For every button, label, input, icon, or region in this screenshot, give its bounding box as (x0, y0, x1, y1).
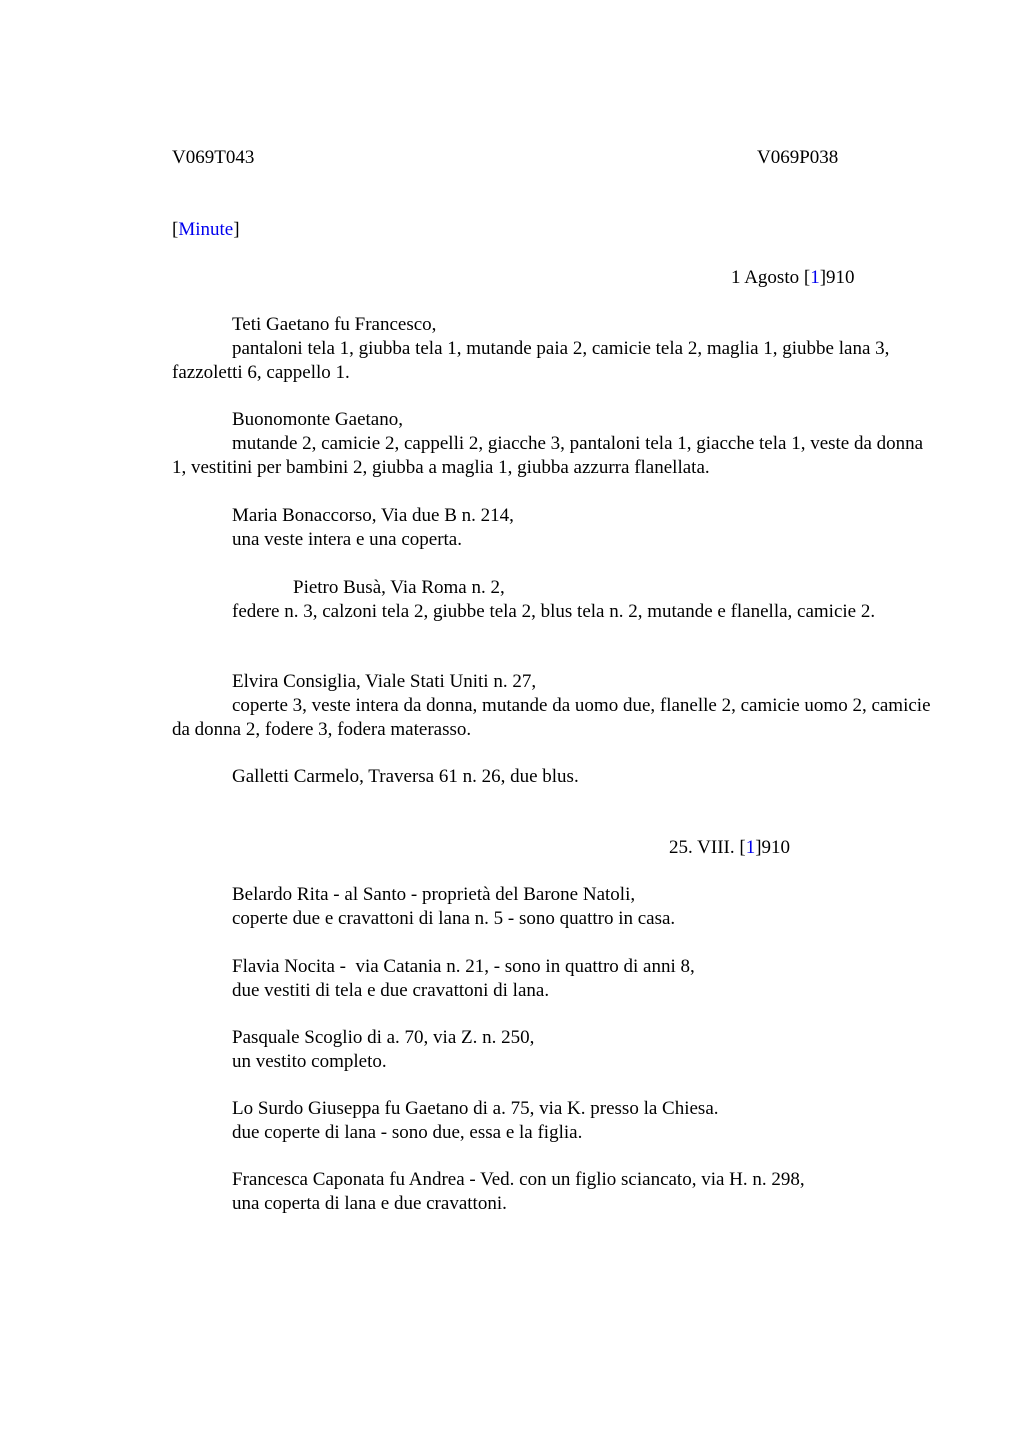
entry-busa (172, 576, 932, 624)
entry-name: Francesca Caponata fu Andrea - Ved. con un figlio sciancato, via H. n. 298, (232, 1169, 805, 1190)
entry-items: un vestito completo. (232, 1051, 387, 1072)
entry-items: coperte due e cravattoni di lana n. 5 - sono quattro in casa. (232, 908, 676, 929)
entry-items: due coperte di lana - sono due, essa e la figlia. (232, 1122, 583, 1143)
entry-items: mutande 2, camicie 2, cappelli 2, giacche 3, pantaloni tela 1, giacche tela 1, veste da donna 1, vestitini per bambini 2, giubba a maglia 1, giubba azzurra flanellata. (172, 433, 924, 478)
date-1-suffix: ]910 (819, 267, 855, 288)
entry-items: due vestiti di tela e due cravattoni di lana. (232, 980, 550, 1001)
entry-bonaccorso (172, 504, 932, 552)
entry-scoglio (172, 1026, 932, 1074)
entry-items: pantaloni tela 1, giubba tela 1, mutande paia 2, camicie tela 2, maglia 1, giubbe lana 3, fazzoletti 6, cappello 1. (172, 338, 890, 383)
date-1 (731, 266, 855, 290)
entry-name: Lo Surdo Giuseppa fu Gaetano di a. 75, via K. presso la Chiesa. (232, 1098, 719, 1119)
minute-link[interactable]: Minute (178, 219, 234, 240)
date-2 (669, 836, 790, 860)
date-1-prefix: 1 Agosto [ (731, 267, 811, 288)
entry-name: Flavia Nocita - via Catania n. 21, - sono in quattro di anni 8, (232, 956, 695, 977)
entry-name: Pasquale Scoglio di a. 70, via Z. n. 250, (232, 1027, 535, 1048)
entry-name: Maria Bonaccorso, Via due B n. 214, (232, 505, 514, 526)
minute-tag (172, 218, 240, 242)
entry-caponata (172, 1168, 932, 1216)
entry-name: Galletti Carmelo, Traversa 61 n. 26, due blus. (232, 766, 579, 787)
left-code: V069T043 (172, 147, 255, 168)
entry-lo-surdo (172, 1097, 932, 1145)
minute-open-bracket: [ (172, 219, 179, 240)
entry-name: Elvira Consiglia, Viale Stati Uniti n. 27, (232, 671, 537, 692)
entry-consiglia (172, 670, 932, 742)
entry-nocita (172, 955, 932, 1003)
minute-close-bracket: ] (233, 219, 240, 240)
date-2-suffix: ]910 (755, 837, 791, 858)
entry-items: federe n. 3, calzoni tela 2, giubbe tela 2, blus tela n. 2, mutande e flanella, camicie 2. (232, 601, 876, 622)
entry-items: una coperta di lana e due cravattoni. (232, 1193, 507, 1214)
entry-items: coperte 3, veste intera da donna, mutande da uomo due, flanelle 2, camicie uomo 2, camicie da donna 2, fodere 3, fodera materasso. (172, 695, 931, 740)
date-2-link[interactable]: 1 (745, 837, 756, 858)
entry-name: Pietro Busà, Via Roma n. 2, (293, 577, 505, 598)
date-1-link[interactable]: 1 (810, 267, 820, 288)
entry-buonomonte (172, 408, 932, 480)
entry-teti (172, 313, 932, 385)
entry-name: Belardo Rita - al Santo - proprietà del Barone Natoli, (232, 884, 636, 905)
entry-name: Teti Gaetano fu Francesco, (232, 314, 437, 335)
date-2-prefix: 25. VIII. [ (669, 837, 746, 858)
entry-items: una veste intera e una coperta. (232, 529, 462, 550)
entry-belardo (172, 883, 932, 931)
entry-name: Buonomonte Gaetano, (232, 409, 403, 430)
right-code: V069P038 (757, 147, 839, 168)
entry-galletti (172, 765, 932, 789)
